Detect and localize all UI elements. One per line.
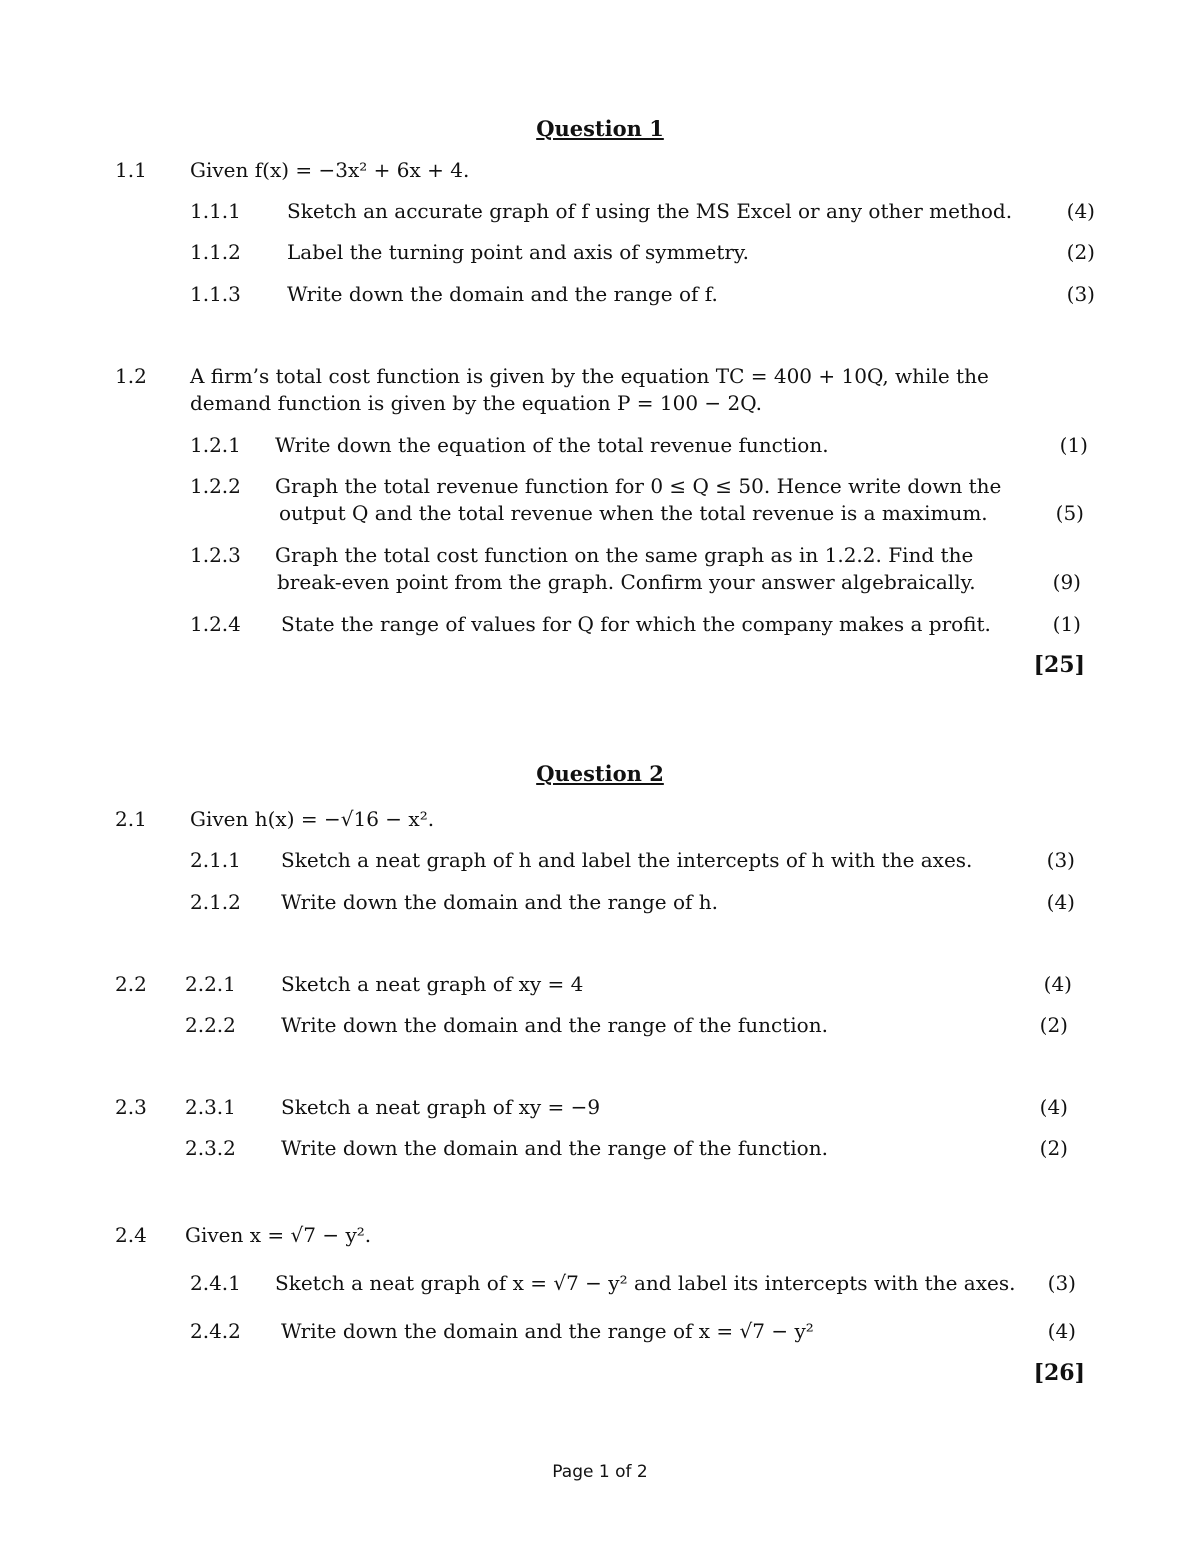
item-marks: (2) bbox=[1039, 1013, 1068, 1037]
item-text-continued: break-even point from the graph. Confirm your answer algebraically. bbox=[277, 570, 976, 594]
question-1-total: [25] bbox=[1033, 652, 1085, 678]
item-marks: (4) bbox=[1047, 1319, 1076, 1343]
item-marks: (3) bbox=[1047, 1271, 1076, 1295]
item-text: Write down the domain and the range of the function. bbox=[281, 1013, 828, 1037]
item-text: Sketch a neat graph of xy = −9 bbox=[281, 1095, 601, 1119]
item-text: Sketch a neat graph of xy = 4 bbox=[281, 972, 584, 996]
section-number: 2.4 bbox=[115, 1223, 147, 1247]
section-number: 2.3 bbox=[115, 1095, 147, 1119]
item-number: 2.4.2 bbox=[190, 1319, 241, 1343]
question-1-title: Question 1 bbox=[536, 116, 664, 141]
item-marks: (2) bbox=[1066, 240, 1095, 264]
item-marks: (1) bbox=[1059, 433, 1088, 457]
item-marks: (4) bbox=[1039, 1095, 1068, 1119]
item-text: Write down the domain and the range of f. bbox=[287, 282, 718, 306]
section-number: 2.2 bbox=[115, 972, 147, 996]
item-text: State the range of values for Q for which the company makes a profit. bbox=[281, 612, 991, 636]
item-text: Graph the total revenue function for 0 ≤ Q ≤ 50. Hence write down the bbox=[275, 474, 1002, 498]
section-text-line1: A firm’s total cost function is given by the equation TC = 400 + 10Q, while the bbox=[190, 364, 989, 388]
question-2-title: Question 2 bbox=[536, 761, 664, 786]
page-number: Page 1 of 2 bbox=[552, 1462, 648, 1482]
section-number: 2.1 bbox=[115, 807, 147, 831]
item-number: 1.1.1 bbox=[190, 199, 241, 223]
item-marks: (2) bbox=[1039, 1136, 1068, 1160]
item-text: Write down the domain and the range of x = √7 − y² bbox=[281, 1319, 814, 1343]
item-marks: (3) bbox=[1046, 848, 1075, 872]
item-marks: (1) bbox=[1052, 612, 1081, 636]
item-number: 1.2.3 bbox=[190, 543, 241, 567]
question-2-total: [26] bbox=[1033, 1360, 1085, 1386]
item-number: 1.2.1 bbox=[190, 433, 241, 457]
section-text-line2: demand function is given by the equation P = 100 − 2Q. bbox=[190, 391, 763, 415]
section-given: Given h(x) = −√16 − x². bbox=[190, 807, 435, 831]
section-given: Given x = √7 − y². bbox=[185, 1223, 372, 1247]
item-text: Write down the domain and the range of h. bbox=[281, 890, 719, 914]
item-number: 2.2.2 bbox=[185, 1013, 236, 1037]
item-text: Sketch a neat graph of x = √7 − y² and label its intercepts with the axes. bbox=[275, 1271, 1016, 1295]
item-text: Write down the equation of the total revenue function. bbox=[275, 433, 829, 457]
item-number: 2.3.2 bbox=[185, 1136, 236, 1160]
item-number: 2.4.1 bbox=[190, 1271, 241, 1295]
item-number: 2.1.2 bbox=[190, 890, 241, 914]
section-number: 1.1 bbox=[115, 158, 147, 182]
item-text: Write down the domain and the range of the function. bbox=[281, 1136, 828, 1160]
item-text: Graph the total cost function on the same graph as in 1.2.2. Find the bbox=[275, 543, 974, 567]
section-given: Given f(x) = −3x² + 6x + 4. bbox=[190, 158, 470, 182]
item-marks: (5) bbox=[1055, 501, 1084, 525]
item-text: Label the turning point and axis of symmetry. bbox=[287, 240, 749, 264]
section-number: 1.2 bbox=[115, 364, 147, 388]
item-number: 2.3.1 bbox=[185, 1095, 236, 1119]
item-number: 1.1.2 bbox=[190, 240, 241, 264]
item-marks: (4) bbox=[1043, 972, 1072, 996]
item-marks: (3) bbox=[1066, 282, 1095, 306]
item-number: 2.2.1 bbox=[185, 972, 236, 996]
item-text: Sketch an accurate graph of f using the MS Excel or any other method. bbox=[287, 199, 1013, 223]
item-number: 1.2.4 bbox=[190, 612, 241, 636]
item-marks: (9) bbox=[1052, 570, 1081, 594]
item-marks: (4) bbox=[1066, 199, 1095, 223]
item-number: 1.1.3 bbox=[190, 282, 241, 306]
item-marks: (4) bbox=[1046, 890, 1075, 914]
item-text-continued: output Q and the total revenue when the total revenue is a maximum. bbox=[279, 501, 988, 525]
item-text: Sketch a neat graph of h and label the intercepts of h with the axes. bbox=[281, 848, 973, 872]
item-number: 2.1.1 bbox=[190, 848, 241, 872]
item-number: 1.2.2 bbox=[190, 474, 241, 498]
